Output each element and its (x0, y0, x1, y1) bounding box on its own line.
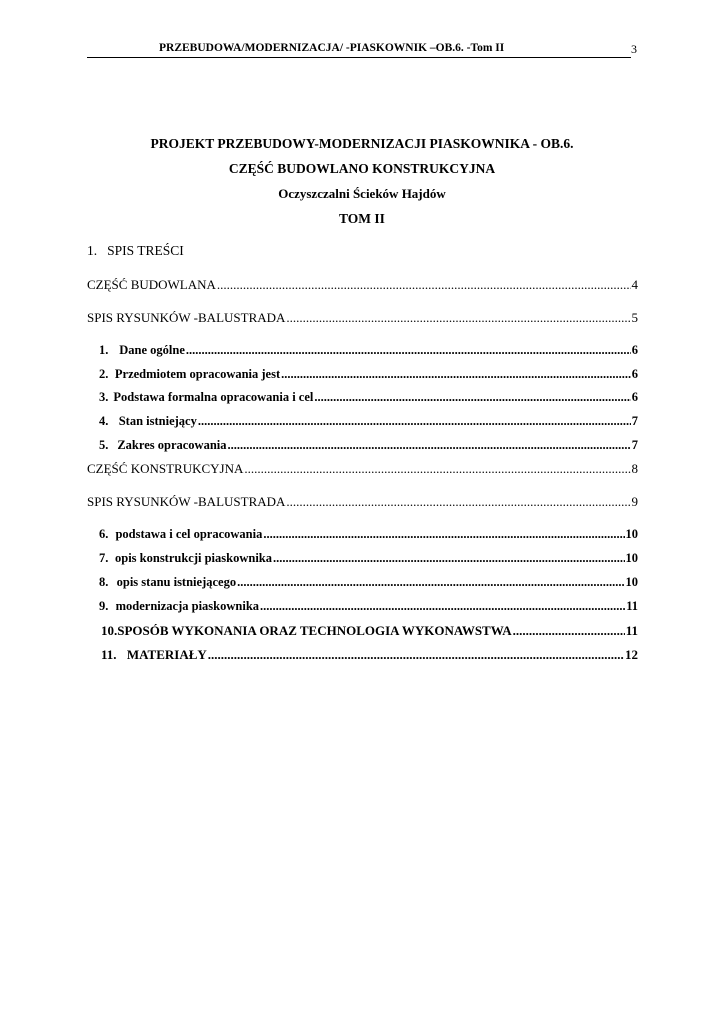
toc-leader (260, 599, 625, 614)
toc-entry-page: 11 (625, 623, 638, 638)
toc-entry-number: 4. (99, 414, 109, 428)
toc-entry-page: 7 (631, 438, 638, 452)
document-volume: TOM II (339, 211, 385, 226)
toc-subentry[interactable] (87, 647, 638, 665)
toc-entry-number: 3. (99, 390, 109, 404)
toc-entry-page: 4 (631, 277, 638, 292)
toc-leader (286, 310, 630, 326)
toc-entry-label: MATERIAŁY (126, 647, 207, 662)
toc-leader (186, 343, 631, 358)
toc-entry-page: 11 (626, 599, 638, 613)
toc-subentry[interactable] (87, 551, 638, 569)
toc-heading-number: 1. (87, 243, 98, 258)
toc-leader (237, 575, 624, 590)
toc-subentry[interactable] (87, 527, 638, 545)
toc-entry-page: 8 (631, 461, 638, 476)
toc-entry-number: 7. (99, 551, 109, 565)
toc-entry-number: 6. (99, 527, 109, 541)
document-title: PROJEKT PRZEBUDOWY-MODERNIZACJI PIASKOWNIKA - OB.6. (150, 136, 574, 151)
toc-leader (198, 414, 631, 429)
toc-entry-page: 10 (625, 551, 638, 565)
toc-entry-label: Przedmiotem opracowania jest (114, 367, 281, 381)
toc-subentry[interactable] (87, 343, 638, 361)
toc-entry-number: 8. (99, 575, 109, 589)
toc-entry-number: 9. (99, 599, 109, 613)
toc-subentry[interactable] (87, 438, 638, 456)
header-rule (87, 57, 631, 58)
toc-entry-page: 6 (631, 343, 638, 357)
toc-entry[interactable] (87, 494, 638, 512)
toc-leader (244, 461, 630, 477)
document-facility: Oczyszczalni Ścieków Hajdów (278, 186, 446, 201)
toc-subentry[interactable] (87, 623, 638, 641)
toc-entry-number: 2. (99, 367, 109, 381)
toc-entry-label: CZĘŚĆ BUDOWLANA (87, 277, 216, 292)
toc-leader (228, 438, 631, 453)
toc-heading (87, 243, 184, 259)
toc-entry-page: 9 (631, 494, 638, 509)
toc-entry-page: 12 (625, 647, 638, 662)
toc-entry-page: 10 (625, 527, 638, 541)
toc-entry-page: 7 (631, 414, 638, 428)
document-subtitle: CZĘŚĆ BUDOWLANO KONSTRUKCYJNA (228, 161, 496, 176)
toc-leader (314, 390, 630, 405)
toc-entry-label: Podstawa formalna opracowania i cel (113, 390, 314, 404)
toc-entry-label: SPIS RYSUNKÓW -BALUSTRADA (87, 310, 286, 325)
toc-leader (217, 277, 631, 293)
toc-entry-page: 10 (625, 575, 638, 589)
toc-entry-label: opis stanu istniejącego (116, 575, 237, 589)
toc-entry-label: SPIS RYSUNKÓW -BALUSTRADA (87, 494, 286, 509)
toc-leader (208, 647, 624, 663)
toc-subentry[interactable] (87, 599, 638, 617)
toc-entry[interactable] (87, 310, 638, 328)
toc-subentry[interactable] (87, 367, 638, 385)
header-title: PRZEBUDOWA/MODERNIZACJA/ -PIASKOWNIK –OB.6. -Tom II (159, 42, 505, 54)
header-page-number: 3 (631, 42, 637, 56)
toc-entry[interactable] (87, 461, 638, 479)
toc-entry-label: opis konstrukcji piaskownika (115, 551, 273, 565)
toc-leader (286, 494, 630, 510)
toc-entry-label: modernizacja piaskownika (115, 599, 260, 613)
toc-entry-number: 11. (101, 647, 117, 662)
toc-entry-label: Stan istniejący (118, 414, 197, 428)
toc-entry-page: 5 (631, 310, 638, 325)
toc-entry-number: 1. (99, 343, 109, 357)
toc-entry-page: 6 (631, 390, 638, 404)
toc-leader (273, 551, 624, 566)
toc-entry-label: Zakres opracowania (117, 438, 227, 452)
toc-subentry[interactable] (87, 575, 638, 593)
toc-entry-label: CZĘŚĆ KONSTRUKCYJNA (87, 461, 244, 476)
toc-leader (281, 367, 631, 382)
toc-subentry[interactable] (87, 414, 638, 432)
toc-entry-number: 5. (99, 438, 109, 452)
toc-subentry[interactable] (87, 390, 638, 408)
toc-leader (263, 527, 624, 542)
running-header (87, 42, 641, 60)
toc-leader (513, 623, 625, 639)
toc-heading-label: SPIS TREŚCI (107, 243, 184, 258)
toc-entry-page: 6 (631, 367, 638, 381)
toc-entry-label: podstawa i cel opracowania (115, 527, 263, 541)
toc-entry-number: 10. (101, 623, 118, 638)
toc-entry-label: Dane ogólne (119, 343, 185, 357)
toc-entry-label: SPOSÓB WYKONANIA ORAZ TECHNOLOGIA WYKONAWSTWA (117, 623, 512, 638)
toc-entry[interactable] (87, 277, 638, 295)
